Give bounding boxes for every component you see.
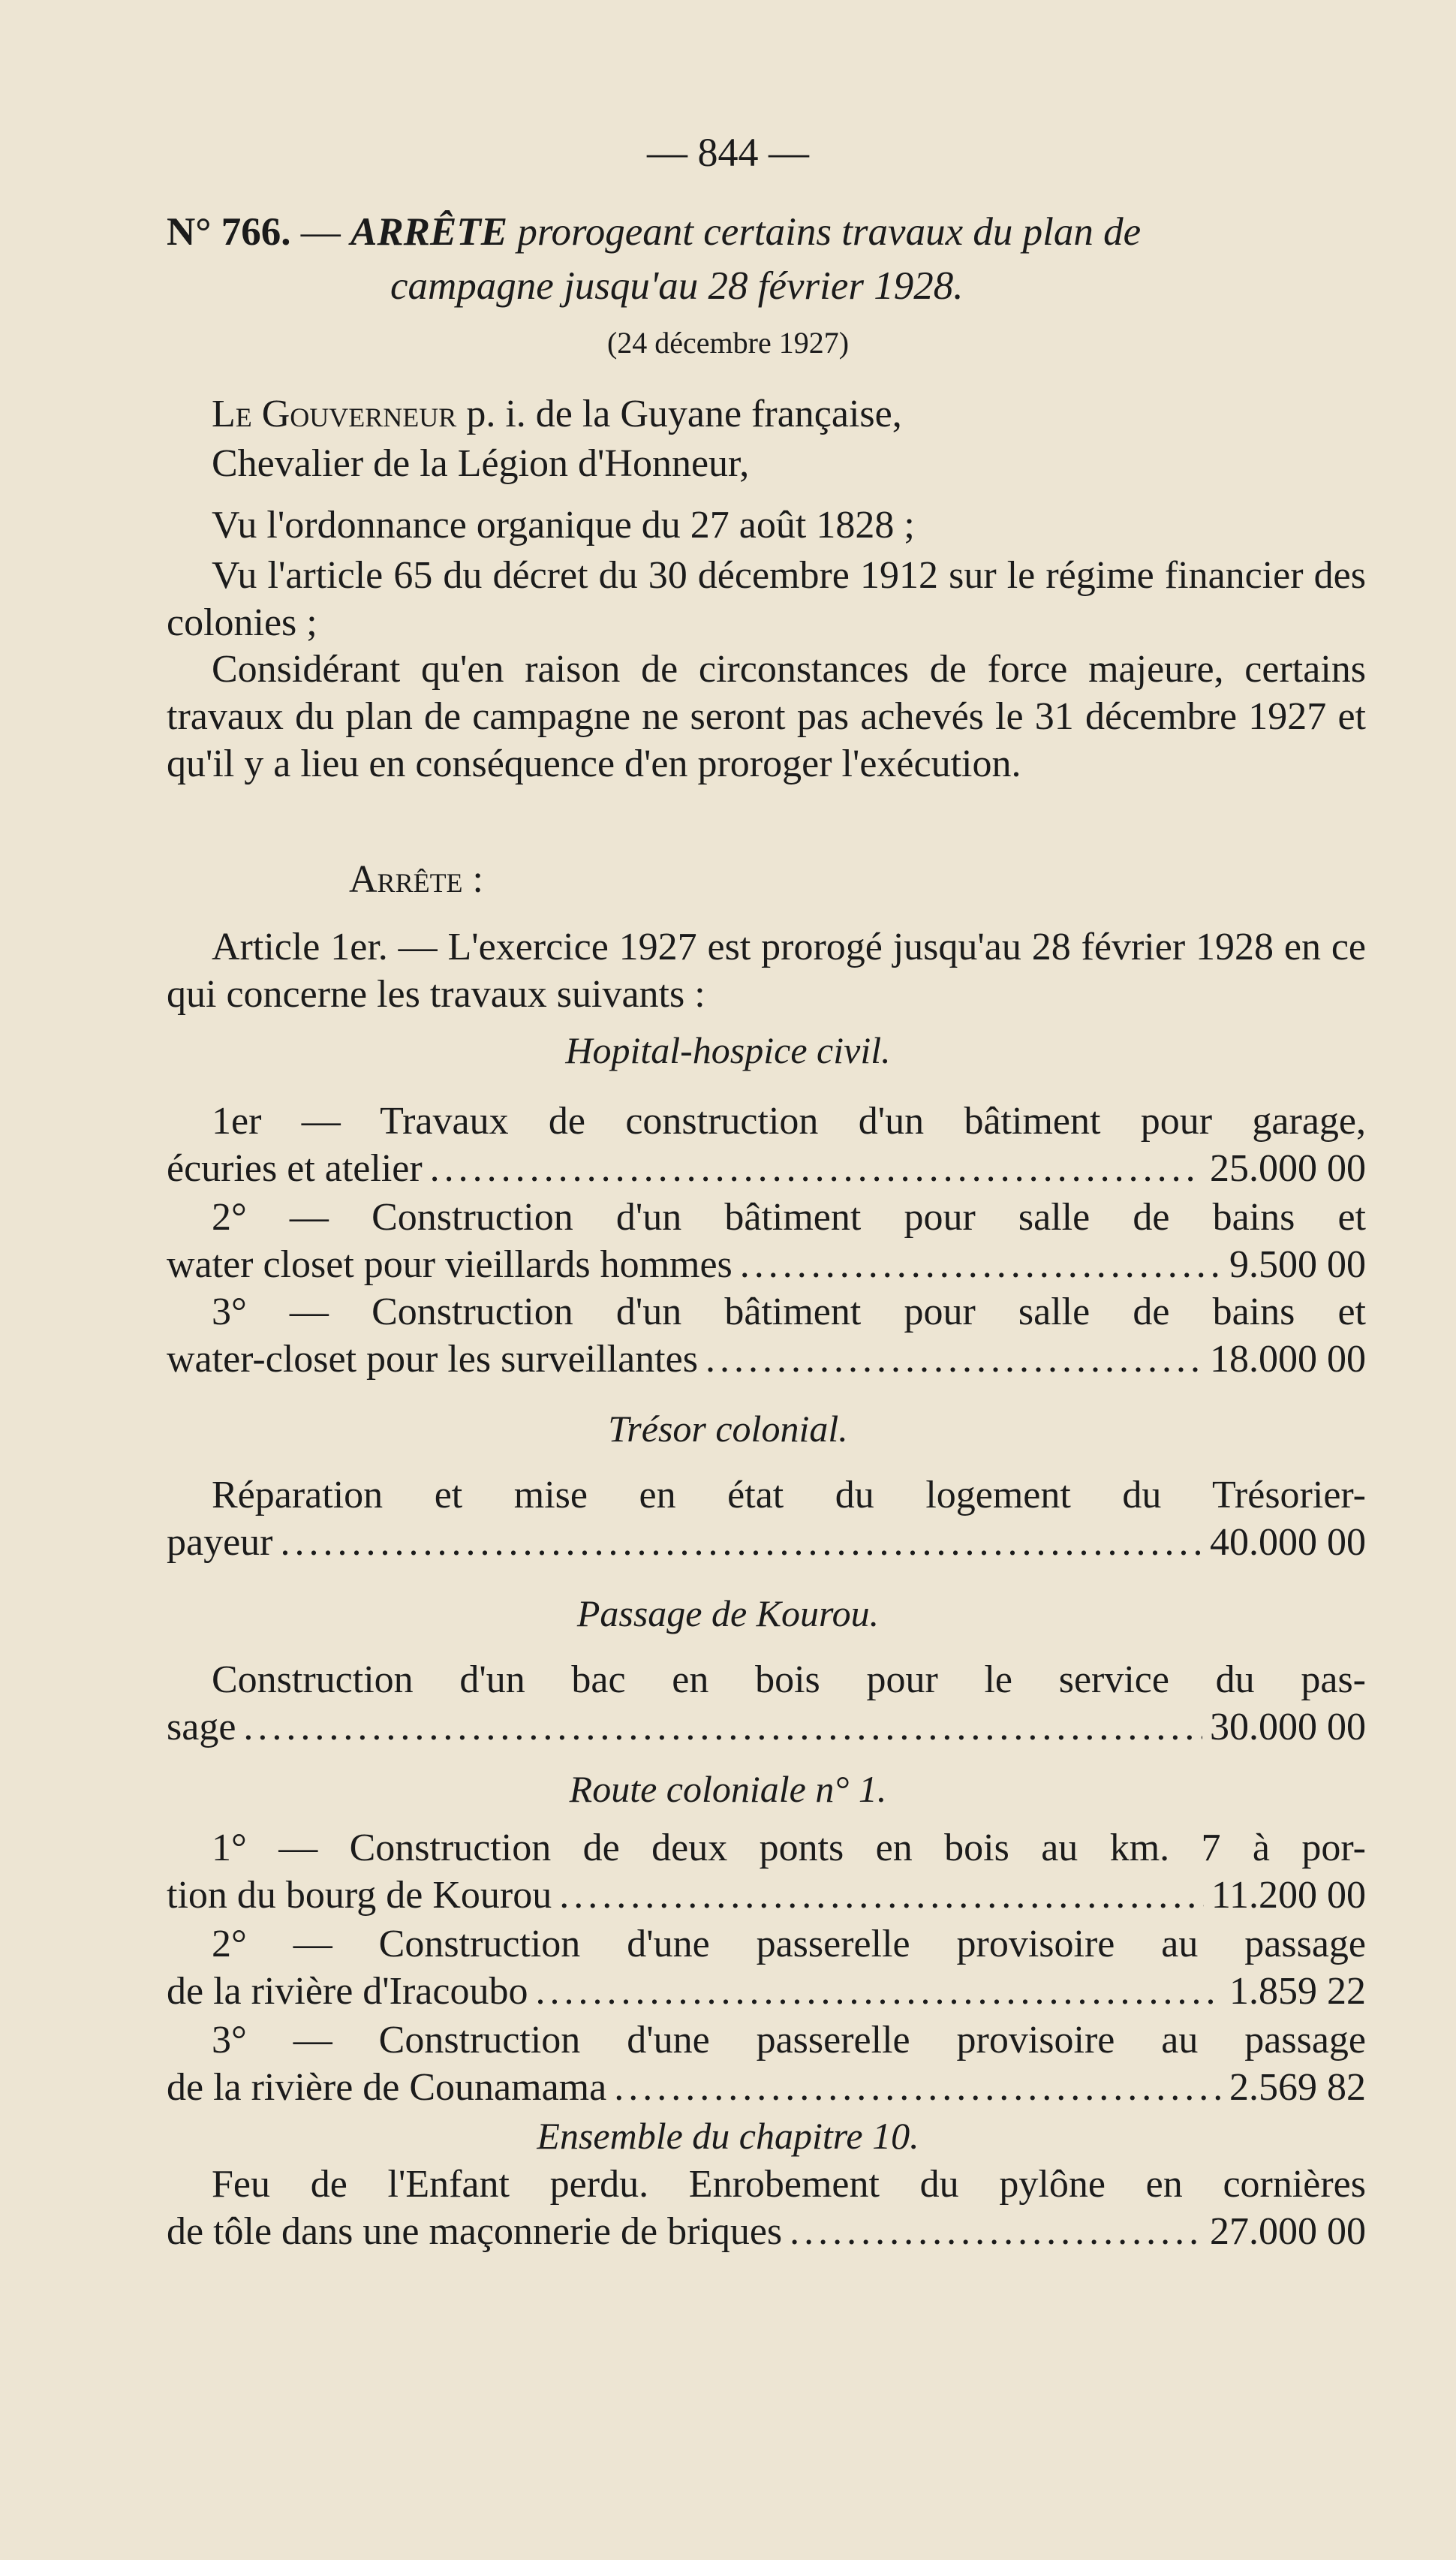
item-text: Construction d'un bac en bois pour le service du pas-	[212, 1658, 1366, 1701]
governor-title: Le Gouverneur	[212, 393, 457, 435]
item-text: water closet pour vieillards hommes	[167, 1243, 733, 1286]
item-text: Feu de l'Enfant perdu. Enrobement du pylône en cornières	[212, 2163, 1366, 2206]
item-amount: 40.000 00	[1210, 1521, 1366, 1564]
item-text: 1° — Construction de deux ponts en bois au km. 7 à por-	[212, 1827, 1366, 1869]
item-amount: 27.000 00	[1210, 2210, 1366, 2253]
item-text: de la rivière d'Iracoubo	[167, 1970, 528, 2013]
item-amount: 30.000 00	[1210, 1706, 1366, 1748]
item-hopital-1	[167, 1098, 1366, 1192]
item-hopital-2	[167, 1194, 1366, 1288]
item-text: tion du bourg de Kourou	[167, 1874, 552, 1917]
item-text: 2° — Construction d'une passerelle provisoire au passage	[212, 1923, 1366, 1965]
item-text: sage	[167, 1706, 236, 1748]
item-text: 1er — Travaux de construction d'un bâtiment pour garage,	[212, 1100, 1366, 1143]
decree-heading-line2	[390, 264, 1456, 308]
item-amount: 11.200 00	[1211, 1874, 1366, 1917]
decree-number: N° 766.	[167, 210, 291, 254]
item-text: 3° — Construction d'un bâtiment pour salle de bains et	[212, 1291, 1366, 1333]
heading-dash: —	[300, 210, 341, 254]
article-1: Article 1er. — L'exercice 1927 est prorogé jusqu'au 28 février 1928 en ce qui concerne les travaux suivants :	[167, 926, 1366, 1016]
item-route-1	[167, 1824, 1366, 1919]
governor-rest: p. i. de la Guyane française,	[456, 393, 902, 435]
section-kourou: Passage de Kourou.	[576, 1592, 880, 1634]
item-amount: 9.500 00	[1229, 1243, 1366, 1286]
item-text: 2° — Construction d'un bâtiment pour salle de bains et	[212, 1196, 1366, 1239]
visa-decret: Vu l'article 65 du décret du 30 décembre 1912 sur le régime financier des colonies ;	[167, 554, 1366, 644]
item-text: payeur	[167, 1521, 273, 1564]
governor-line	[167, 390, 1366, 438]
page-number: — 844 —	[647, 130, 809, 175]
chevalier-line: Chevalier de la Légion d'Honneur,	[212, 442, 750, 485]
item-route-3	[167, 2016, 1366, 2111]
arrete-label: Arrête :	[349, 858, 483, 901]
item-text: de tôle dans une maçonnerie de briques	[167, 2210, 783, 2253]
item-tresor-1	[167, 1471, 1366, 1566]
item-route-2	[167, 1920, 1366, 2015]
item-text: écuries et atelier	[167, 1147, 423, 1190]
item-text: Réparation et mise en état du logement du Trésorier-	[212, 1474, 1366, 1516]
item-hopital-3	[167, 1288, 1366, 1383]
section-route: Route coloniale n° 1.	[569, 1768, 887, 1810]
decree-subtitle-2: campagne jusqu'au 28 février 1928.	[390, 264, 964, 308]
section-ensemble: Ensemble du chapitre 10.	[537, 2115, 919, 2157]
visa-ordonnance: Vu l'ordonnance organique du 27 août 1828 ;	[212, 504, 915, 547]
item-text: 3° — Construction d'une passerelle provisoire au passage	[212, 2019, 1366, 2062]
decree-date: (24 décembre 1927)	[606, 326, 850, 360]
item-ensemble-1	[167, 2161, 1366, 2255]
decree-subtitle-1: prorogeant certains travaux du plan de	[517, 210, 1142, 254]
item-amount: 1.859 22	[1229, 1970, 1366, 2013]
item-text: de la rivière de Counamama	[167, 2066, 607, 2109]
section-hopital: Hopital-hospice civil.	[565, 1029, 891, 1071]
decree-title: ARRÊTE	[350, 210, 508, 254]
item-amount: 18.000 00	[1210, 1338, 1366, 1381]
section-tresor: Trésor colonial.	[608, 1408, 848, 1450]
item-amount: 2.569 82	[1229, 2066, 1366, 2109]
item-kourou-1	[167, 1656, 1366, 1751]
item-amount: 25.000 00	[1210, 1147, 1366, 1190]
decree-heading-line1	[167, 210, 1397, 254]
considerant: Considérant qu'en raison de circonstances de force majeure, certains travaux du plan de campagne ne seront pas achevés le 31 décembre 1927 et qu'il y a lieu en conséquence d'en proroger l'exécution.	[167, 648, 1366, 785]
item-text: water-closet pour les surveillantes	[167, 1338, 698, 1381]
